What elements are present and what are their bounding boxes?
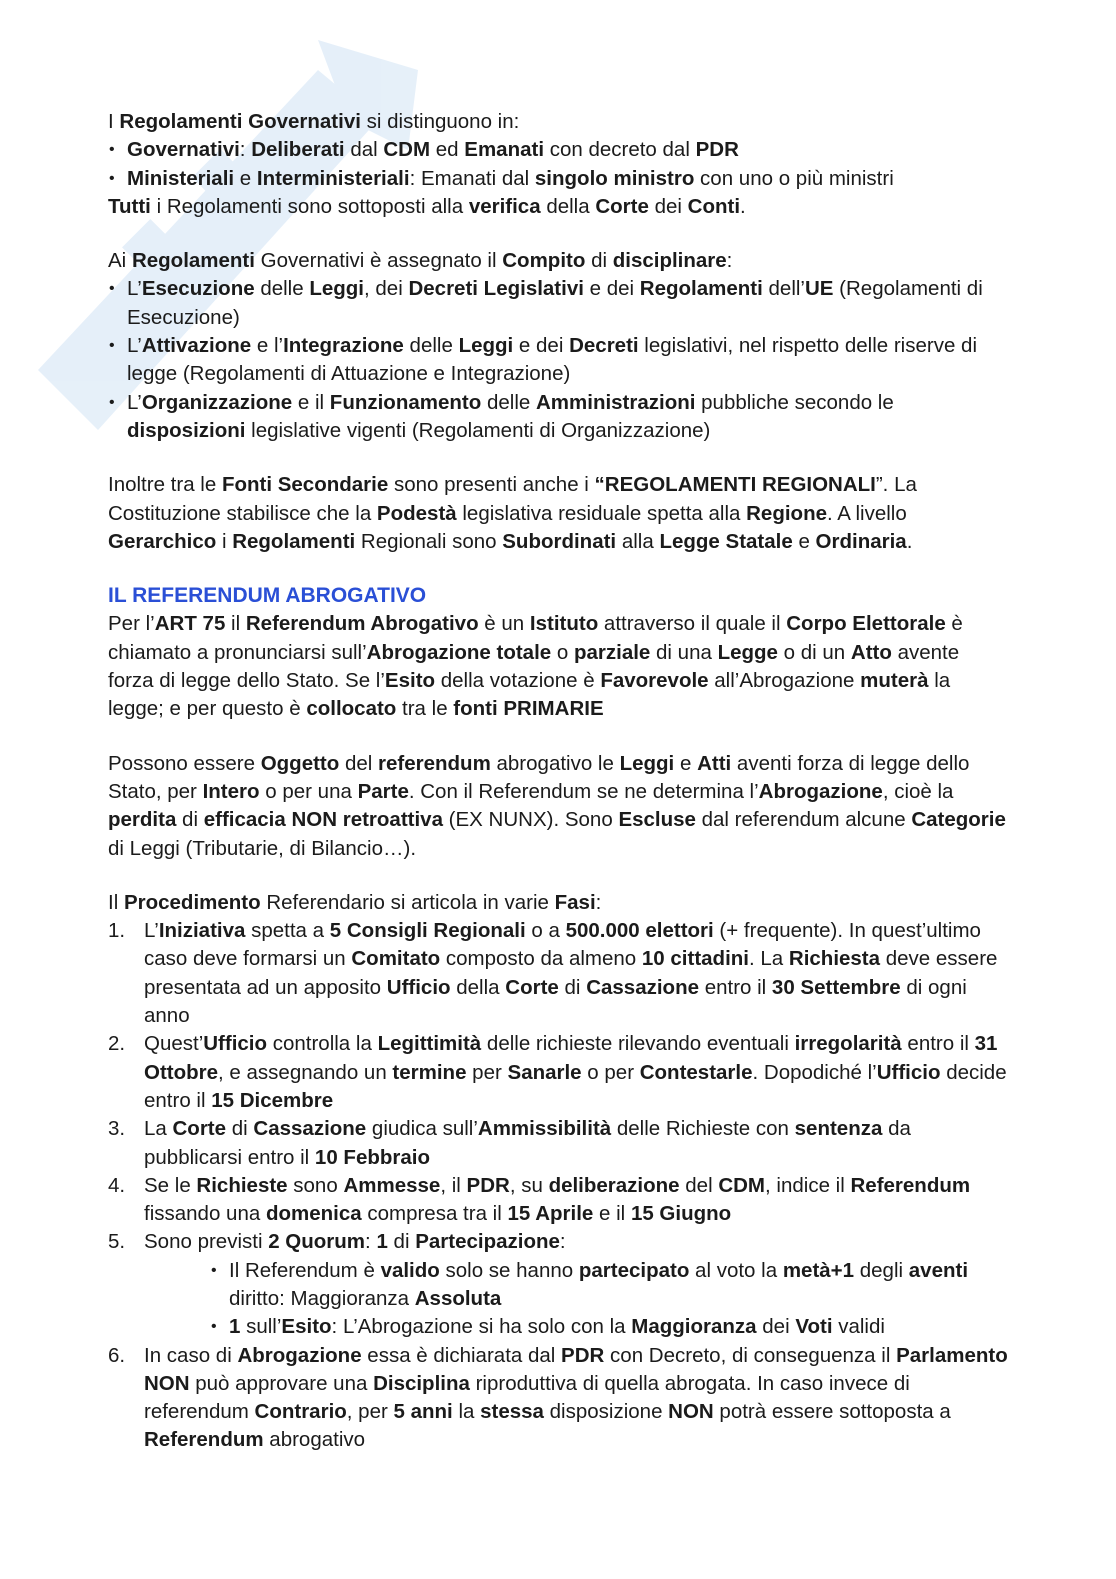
paragraph-intro: I Regolamenti Governativi si distinguono in:: [108, 110, 520, 133]
numbered-list: [108, 917, 1008, 1455]
list-item-text: In caso di Abrogazione essa è dichiarata dal PDR con Decreto, di conseguenza il Parlamento NON può approvare una Disciplina riproduttiva di quella abrogata. In caso invece di referendum Contrario, per 5 anni la stessa disposizione NON potrà essere sottoposta a Referendum abrogativo: [144, 1343, 1008, 1452]
section-referendum: [108, 582, 1008, 723]
list-number: 4.: [108, 1173, 126, 1197]
list-item: • Governativi: Deliberati dal CDM ed Emanati con decreto dal PDR: [108, 136, 1008, 164]
list-item-text: L’Iniziativa spetta a 5 Consigli Regionali o a 500.000 elettori (+ frequente). In quest’ultimo caso deve formarsi un Comitato composto da almeno 10 cittadini. La Richiesta deve essere presentata ad un apposito Ufficio della Corte di Cassazione entro il 30 Settembre di ogni anno: [144, 919, 998, 1028]
list-number: 3.: [108, 1117, 126, 1141]
list-item-text: Se le Richieste sono Ammesse, il PDR, su deliberazione del CDM, indice il Referendum fissando una domenica compresa tra il 15 Aprile e il 15 Giugno: [144, 1173, 971, 1226]
list-number: 5.: [108, 1230, 126, 1254]
paragraph-text: Possono essere Oggetto del referendum abrogativo le Leggi e Atti aventi forza di legge dello Stato, per Intero o per una Parte. Con il Referendum se ne determina l’Abrogazione, cioè la perdita di efficacia NON retroattiva (EX NUNX). Sono Escluse dal referendum alcune Categorie di Leggi (Tributarie, di Bilancio…).: [108, 751, 1006, 860]
list-item-text: Quest’Ufficio controlla la Legittimità delle richieste rilevando eventuali irregolarità entro il 31 Ottobre, e assegnando un termine per Sanarle o per Contestarle. Dopodiché l’Ufficio decide entro il 15 Dicembre: [144, 1032, 1007, 1112]
list-number: 1.: [108, 919, 126, 943]
list-item-text: La Corte di Cassazione giudica sull’Ammissibilità delle Richieste con sentenza da pubblicarsi entro il 10 Febbraio: [144, 1117, 911, 1169]
list-item: • L’Attivazione e l’Integrazione delle Leggi e dei Decreti legislativi, nel rispetto delle riserve di legge (Regolamenti di Attuazione e Integrazione): [108, 332, 1008, 389]
list-item: [108, 1030, 1008, 1115]
sub-bullet-list: [144, 1257, 1008, 1342]
paragraph-text: Inoltre tra le Fonti Secondarie sono presenti anche i “REGOLAMENTI REGIONALI”. La Costituzione stabilisce che la Podestà legislativa residuale spetta alla Regione. A livello Gerarchico i Regolamenti Regionali sono Subordinati alla Legge Statale e Ordinaria.: [108, 473, 917, 553]
list-number: 6.: [108, 1343, 126, 1367]
bullet-list: [108, 275, 1008, 445]
list-item: [108, 1172, 1008, 1229]
list-item: • Ministeriali e Interministeriali: Emanati dal singolo ministro con uno o più ministri: [108, 165, 1008, 193]
list-item: [108, 1342, 1008, 1455]
paragraph-closing: Tutti i Regolamenti sono sottoposti alla verifica della Corte dei Conti.: [108, 194, 746, 218]
paragraph-text: Per l’ART 75 il Referendum Abrogativo è un Istituto attraverso il quale il Corpo Elettorale è chiamato a pronunciarsi sull’Abrogazione totale o parziale di una Legge o di un Atto avente forza di legge dello Stato. Se l’Esito della votazione è Favorevole all’Abrogazione muterà la legge; e per questo è collocato tra le fonti PRIMARIE: [108, 612, 963, 721]
paragraph-procedimento: [108, 889, 1008, 1455]
list-item-text: Sono previsti 2 Quorum: 1 di Partecipazione:: [144, 1230, 566, 1254]
paragraph-regolamenti-governativi: [108, 108, 1008, 221]
list-item: • Il Referendum è valido solo se hanno partecipato al voto la metà+1 degli aventi diritto: Maggioranza Assoluta: [210, 1257, 1008, 1314]
paragraph-compiti: [108, 247, 1008, 445]
paragraph-regolamenti-regionali: [108, 471, 1008, 556]
section-heading: IL REFERENDUM ABROGATIVO: [108, 584, 427, 608]
list-item: [108, 1115, 1008, 1172]
paragraph-intro: Ai Regolamenti Governativi è assegnato il Compito di disciplinare:: [108, 249, 733, 273]
paragraph-intro: Il Procedimento Referendario si articola in varie Fasi:: [108, 890, 602, 914]
list-item: [108, 1228, 1008, 1341]
bullet-list: [108, 136, 1008, 193]
list-item: [108, 917, 1008, 1030]
list-item: • L’Organizzazione e il Funzionamento delle Amministrazioni pubbliche secondo le disposizioni legislative vigenti (Regolamenti di Organizzazione): [108, 389, 1008, 446]
list-item: • 1 sull’Esito: L’Abrogazione si ha solo con la Maggioranza dei Voti validi: [210, 1313, 1008, 1341]
paragraph-oggetto: [108, 750, 1008, 863]
document-body: [108, 108, 1008, 1455]
list-number: 2.: [108, 1032, 126, 1056]
list-item: • L’Esecuzione delle Leggi, dei Decreti Legislativi e dei Regolamenti dell’UE (Regolamenti di Esecuzione): [108, 275, 1008, 332]
